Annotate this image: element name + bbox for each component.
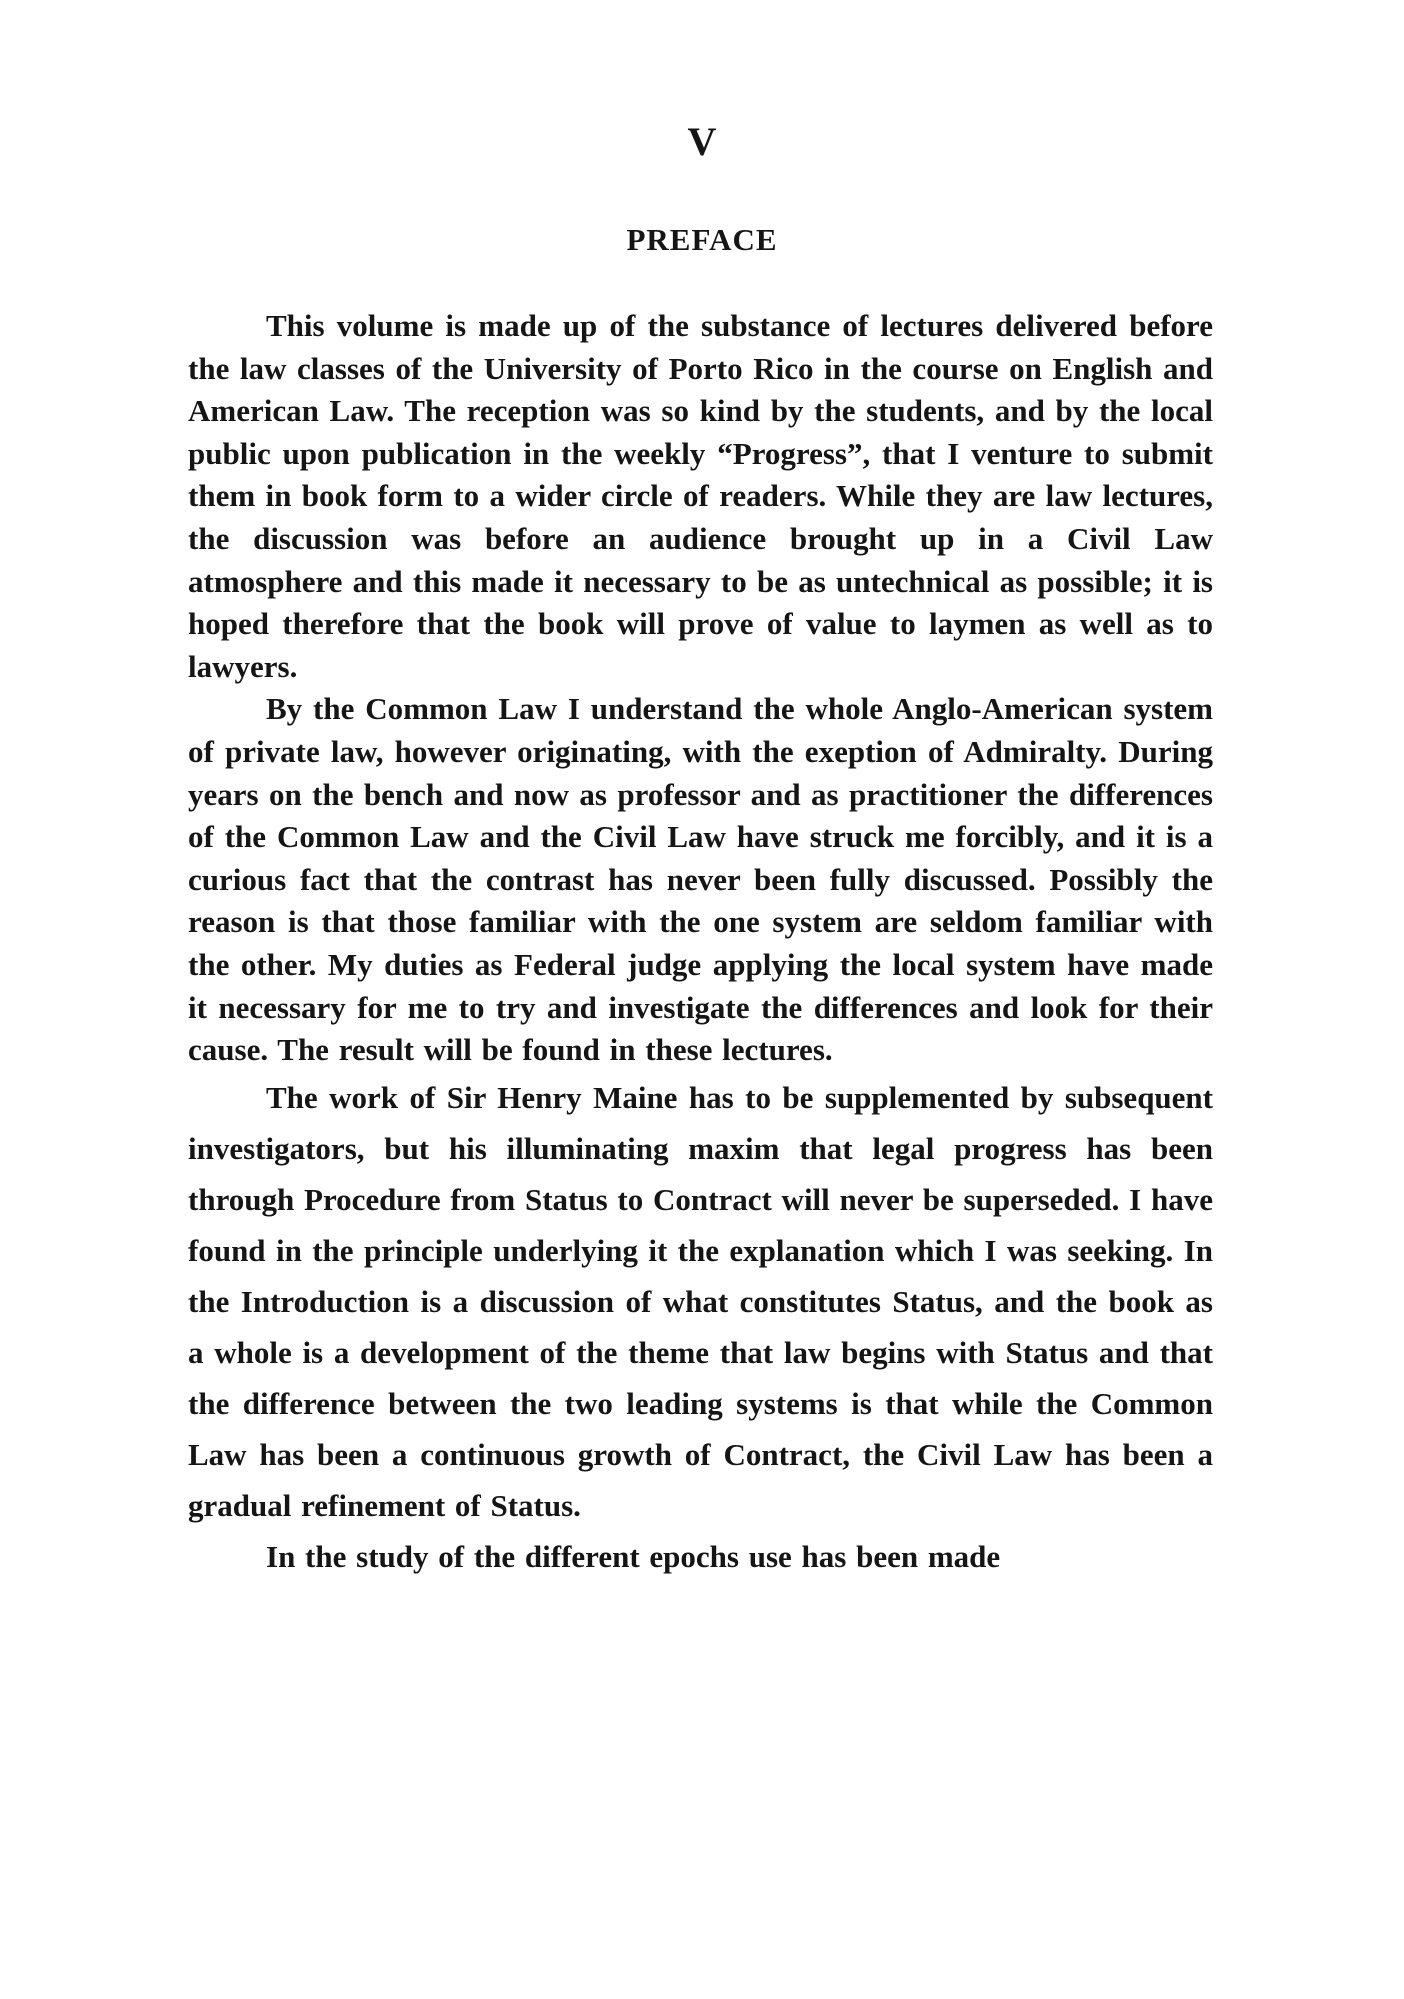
paragraph: This volume is made up of the substance of lectures delivered before the law classes of the University of Porto Rico in the course on English and American Law. The reception was so kind by the students, and by the local public upon publication in the weekly “Progress”, that I venture to submit them in book form to a wider circle of readers. While they are law lectures, the discussion was before an audience brought up in a Civil Law atmosphere and this made it necessary to be as untechnical as possible; it is hoped therefore that the book will prove of value to laymen as well as to lawyers.: [188, 308, 1213, 684]
paragraph: In the study of the different epochs use has been made: [266, 1538, 1001, 1574]
paragraph: The work of Sir Henry Maine has to be supplemented by subsequent investigators, but his illuminating maxim that legal progress has been through Procedure from Status to Contract will never be superseded. I have found in the principle underlying it the explanation which I was seeking. In the Introduction is a discussion of what constitutes Status, and the book as a whole is a development of the theme that law begins with Status and that the difference between the two leading systems is that while the Common Law has been a continuous growth of Contract, the Civil Law has been a gradual refinement of Status.: [188, 1079, 1213, 1523]
page-title: PREFACE: [626, 222, 778, 257]
page-number: V: [687, 119, 717, 164]
preface-body: [188, 305, 1213, 1582]
paragraph: By the Common Law I understand the whole Anglo-American system of private law, however originating, with the exeption of Admiralty. During years on the bench and now as professor and as practitioner the differences of the Common Law and the Civil Law have struck me forcibly, and it is a curious fact that the contrast has never been fully discussed. Possibly the reason is that those familiar with the one system are seldom familiar with the other. My duties as Federal judge applying the local system have made it necessary for me to try and investigate the differences and look for their cause. The result will be found in these lectures.: [188, 691, 1213, 1068]
